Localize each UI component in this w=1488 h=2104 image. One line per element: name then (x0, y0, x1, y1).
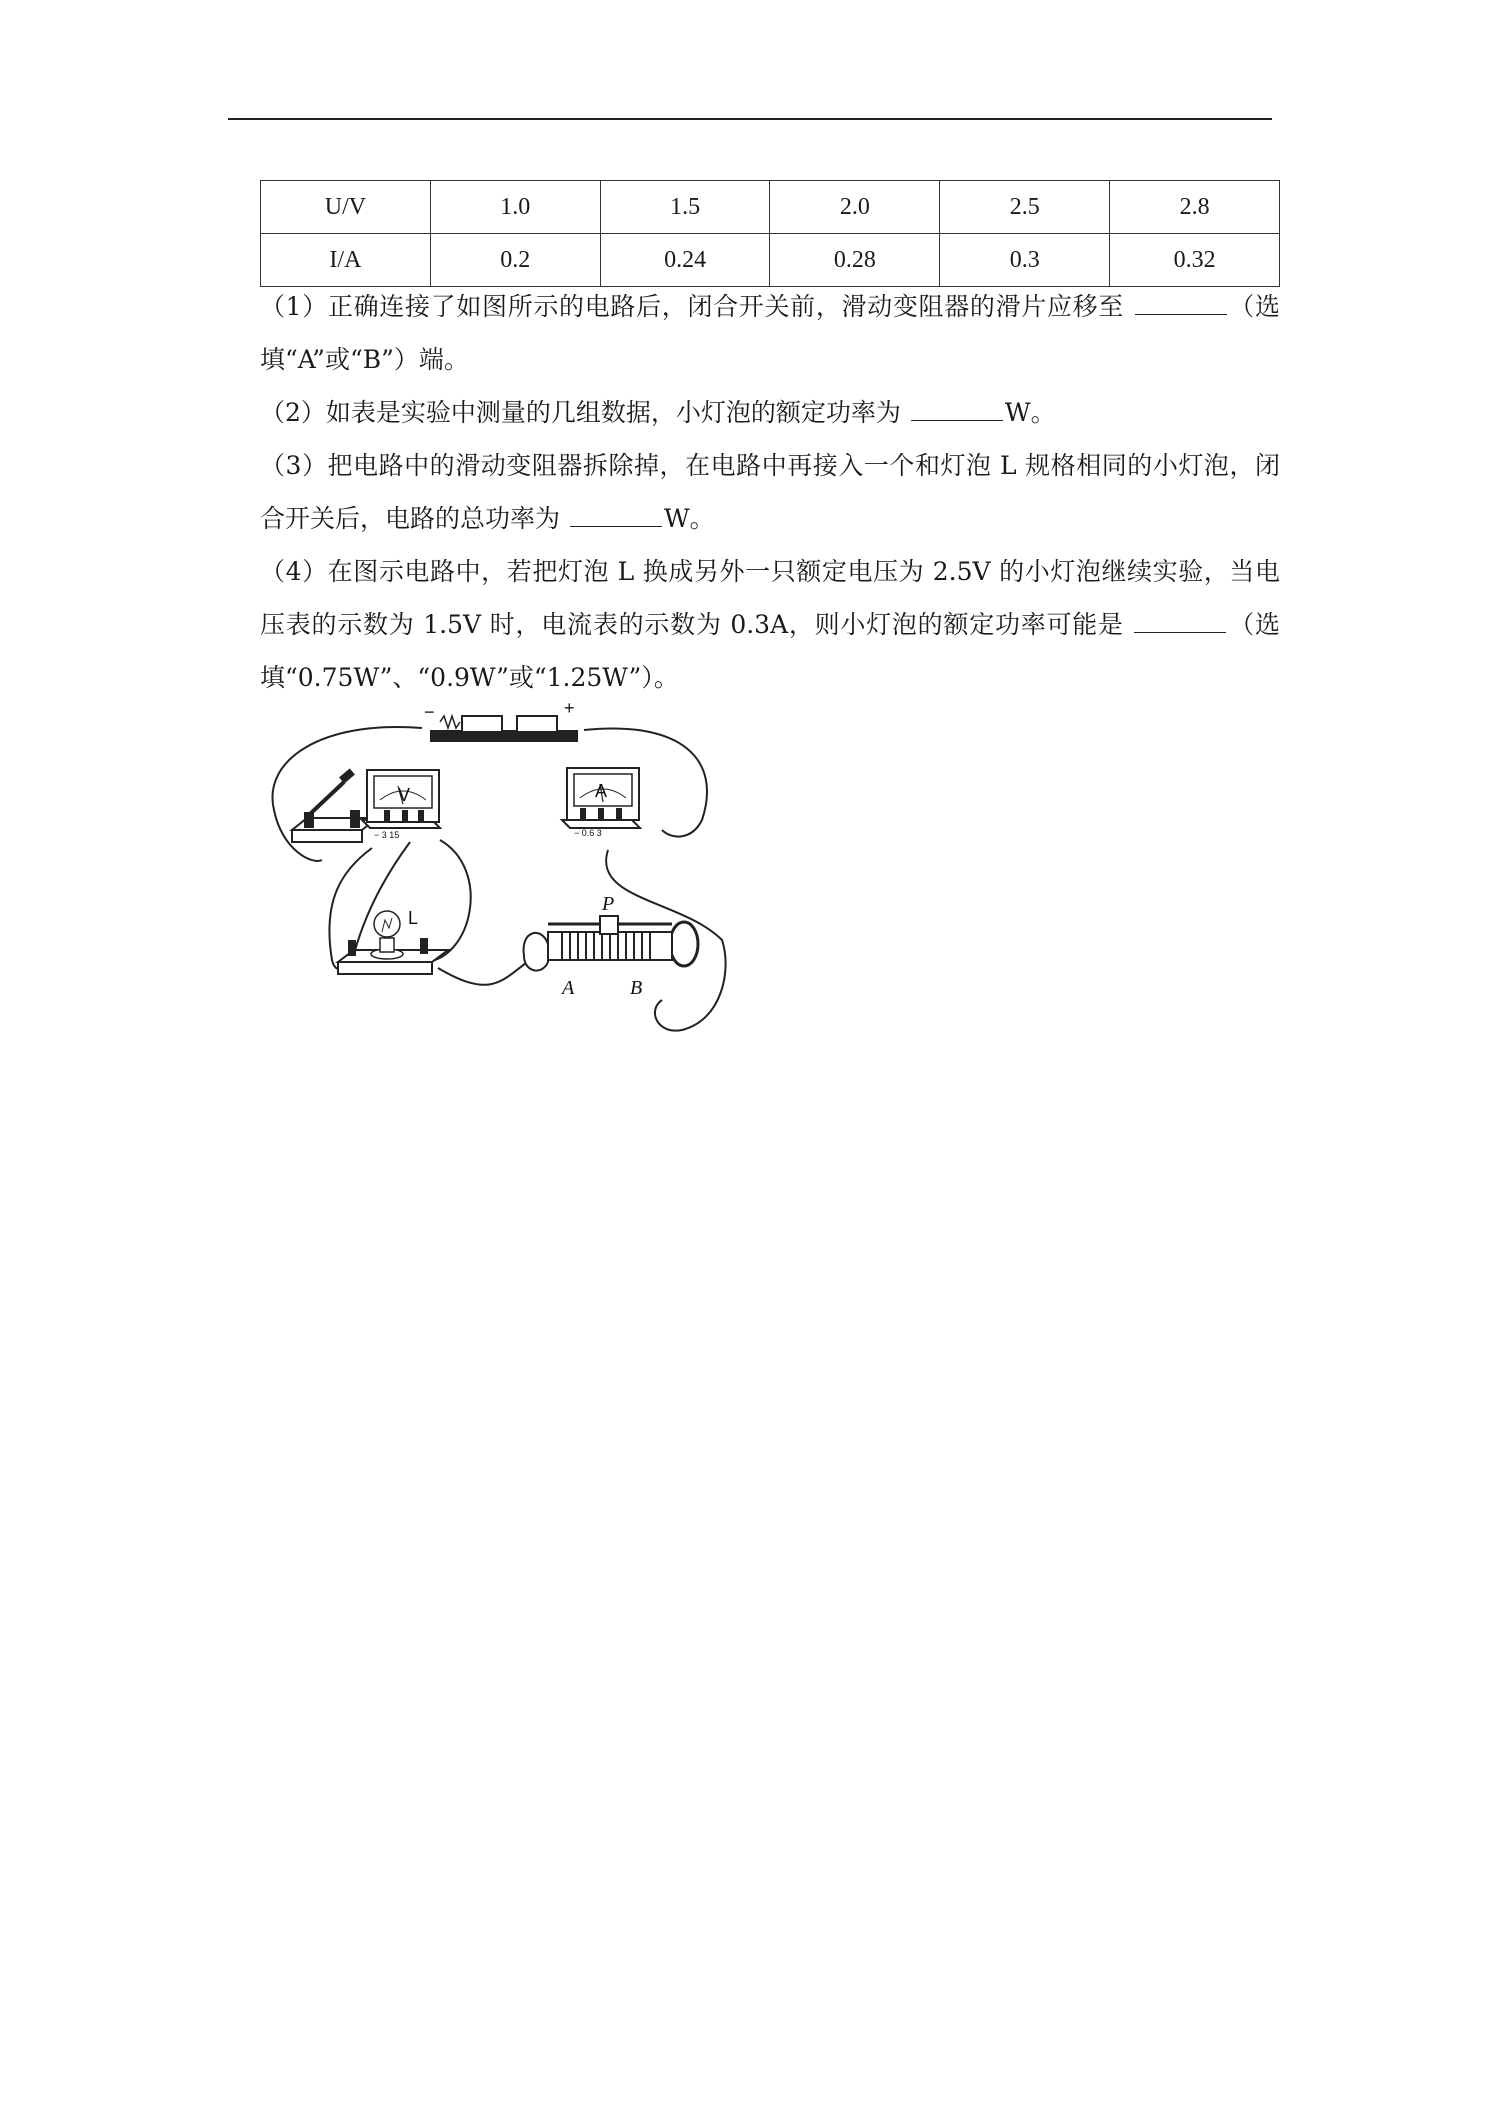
table-cell: 0.3 (940, 234, 1110, 287)
rheostat-slider[interactable] (600, 916, 618, 934)
answer-blank-4[interactable] (1134, 610, 1226, 633)
question-3 (260, 439, 1280, 545)
rheostat-end-a-label: A (562, 977, 575, 999)
voltmeter (362, 770, 440, 840)
ammeter (562, 768, 640, 838)
table-cell: 2.8 (1110, 181, 1280, 234)
battery-minus-label: − (424, 702, 435, 722)
table-cell: 0.32 (1110, 234, 1280, 287)
lamp (338, 908, 448, 974)
question-2 (260, 386, 1280, 439)
row-label: U/V (261, 181, 431, 234)
table-cell: 1.0 (430, 181, 600, 234)
question-2-text: （2）如表是实验中测量的几组数据，小灯泡的额定功率为 (260, 398, 901, 427)
question-4-tail: （选填“0.75W”、“0.9W”或“1.25W”）。 (260, 610, 1281, 692)
answer-blank-3[interactable] (570, 504, 662, 527)
row-label: I/A (261, 234, 431, 287)
data-table (260, 180, 1280, 287)
table-cell: 0.24 (600, 234, 770, 287)
lamp-label: L (408, 908, 419, 928)
table-cell: 2.5 (940, 181, 1110, 234)
question-1-tail: （选填“A”或“B”）端。 (260, 292, 1280, 374)
table-row (261, 234, 1280, 287)
ammeter-terminals: − 0.6 3 (574, 828, 602, 838)
voltmeter-symbol: V (398, 785, 411, 805)
rheostat (524, 893, 698, 999)
battery-plus-label: + (564, 700, 575, 718)
question-3-text: （3）把电路中的滑动变阻器拆除掉，在电路中再接入一个和灯泡 L 规格相同的小灯泡，闭合开关后，电路的总功率为 (260, 451, 1280, 533)
question-1 (260, 280, 1280, 386)
question-3-tail: W。 (663, 504, 715, 533)
table-cell: 0.28 (770, 234, 940, 287)
answer-blank-1[interactable] (1135, 292, 1227, 315)
circuit-figure (262, 700, 732, 1040)
question-4-text: （4）在图示电路中，若把灯泡 L 换成另外一只额定电压为 2.5V 的小灯泡继续实验，当电压表的示数为 1.5V 时，电流表的示数为 0.3A，则小灯泡的额定功率可能是 (260, 557, 1280, 639)
voltmeter-terminals: − 3 15 (374, 830, 400, 840)
circuit-diagram (262, 700, 732, 1040)
ammeter-symbol: A (595, 781, 608, 801)
answer-blank-2[interactable] (911, 398, 1003, 421)
wire-voltmeter-lamp-right (424, 840, 471, 962)
table-cell: 0.2 (430, 234, 600, 287)
table-row (261, 181, 1280, 234)
question-1-text: （1）正确连接了如图所示的电路后，闭合开关前，滑动变阻器的滑片应移至 (260, 292, 1124, 321)
table-cell: 1.5 (600, 181, 770, 234)
question-2-tail: W。 (1004, 398, 1056, 427)
header-rule (228, 118, 1272, 120)
rheostat-end-b-label: B (630, 977, 643, 999)
battery (424, 700, 578, 742)
slider-label: P (602, 893, 615, 915)
question-4 (260, 545, 1280, 704)
knife-switch[interactable] (292, 768, 377, 842)
table-cell: 2.0 (770, 181, 940, 234)
